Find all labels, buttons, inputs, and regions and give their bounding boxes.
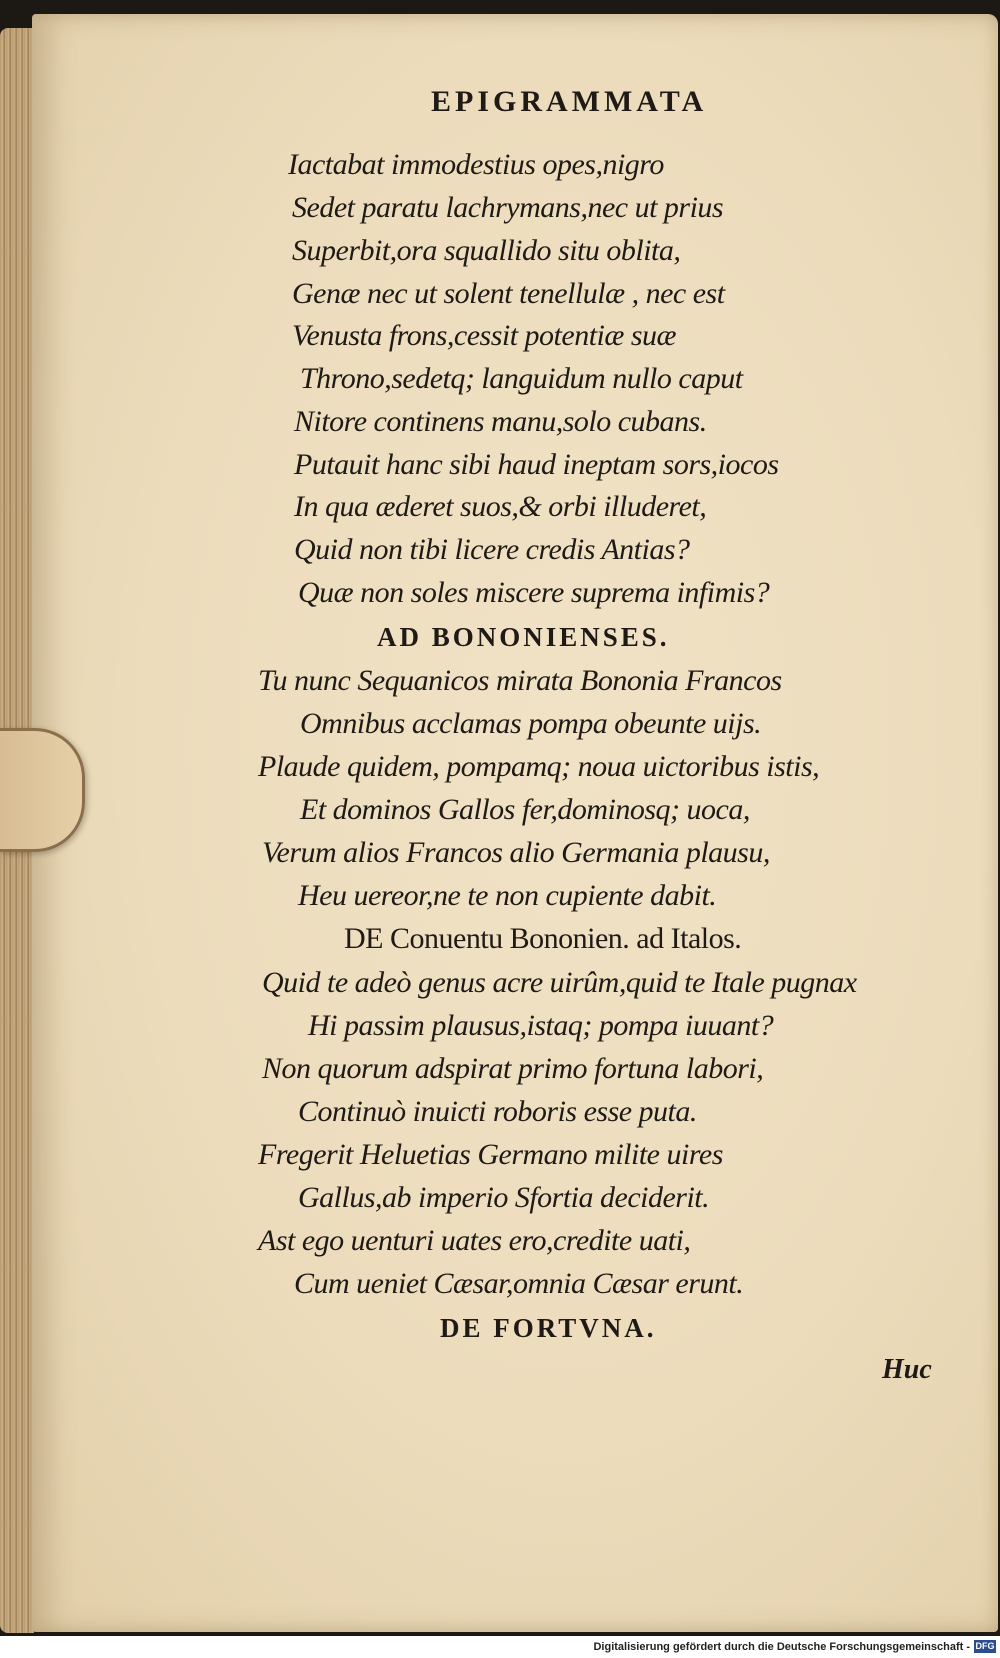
text-line: Verum alios Francos alio Germania plausu,	[262, 836, 770, 869]
text-line: Putauit hanc sibi haud ineptam sors,iocos	[294, 448, 779, 481]
text-line: Cum ueniet Cæsar,omnia Cæsar erunt.	[294, 1267, 744, 1300]
section-heading: DE Conuentu Bononien. ad Italos.	[344, 922, 742, 955]
text-line: Gallus,ab imperio Sfortia deciderit.	[298, 1181, 710, 1214]
running-head: EPIGRAMMATA	[431, 85, 708, 118]
text-line: Plaude quidem, pompamq; noua uictoribus istis,	[258, 750, 820, 783]
book-clasp	[0, 728, 85, 852]
text-line: Continuò inuicti roboris esse puta.	[298, 1095, 697, 1128]
text-line: Quid te adeò genus acre uirûm,quid te Itale pugnax	[262, 966, 857, 999]
dfg-logo-icon: DFG	[975, 1641, 995, 1651]
text-line: Nitore continens manu,solo cubans.	[294, 405, 707, 438]
text-line: Et dominos Gallos fer,dominosq; uoca,	[300, 793, 750, 826]
text-line: Ast ego uenturi uates ero,credite uati,	[258, 1224, 691, 1257]
text-line: Hi passim plausus,istaq; pompa iuuant?	[308, 1009, 774, 1042]
text-line: Throno,sedetq; languidum nullo caput	[300, 362, 743, 395]
text-line: Omnibus acclamas pompa obeunte uijs.	[300, 707, 762, 740]
section-heading: AD BONONIENSES.	[377, 622, 670, 652]
footer-credit: Digitalisierung gefördert durch die Deutsche Forschungsgemeinschaft -	[593, 1641, 970, 1653]
section-heading: DE FORTVNA.	[440, 1313, 657, 1343]
text-line: Sedet paratu lachrymans,nec ut prius	[292, 191, 724, 224]
text-line: Non quorum adspirat primo fortuna labori,	[262, 1052, 764, 1085]
text-line: Quid non tibi licere credis Antias?	[294, 533, 690, 566]
text-line: In qua æderet suos,& orbi illuderet,	[294, 490, 707, 523]
text-line: Fregerit Heluetias Germano milite uires	[258, 1138, 723, 1171]
text-line: Genæ nec ut solent tenellulæ , nec est	[292, 277, 725, 310]
text-line: Quæ non soles miscere suprema infimis?	[298, 576, 770, 609]
catchword: Huc	[882, 1354, 932, 1385]
text-line: Venusta frons,cessit potentiæ suæ	[292, 319, 677, 352]
text-line: Heu uereor,ne te non cupiente dabit.	[298, 879, 717, 912]
book-page	[32, 14, 998, 1632]
text-line: Tu nunc Sequanicos mirata Bononia Francos	[258, 664, 782, 697]
text-line: Superbit,ora squallido situ oblita,	[292, 234, 681, 267]
text-line: Iactabat immodestius opes,nigro	[288, 148, 664, 181]
